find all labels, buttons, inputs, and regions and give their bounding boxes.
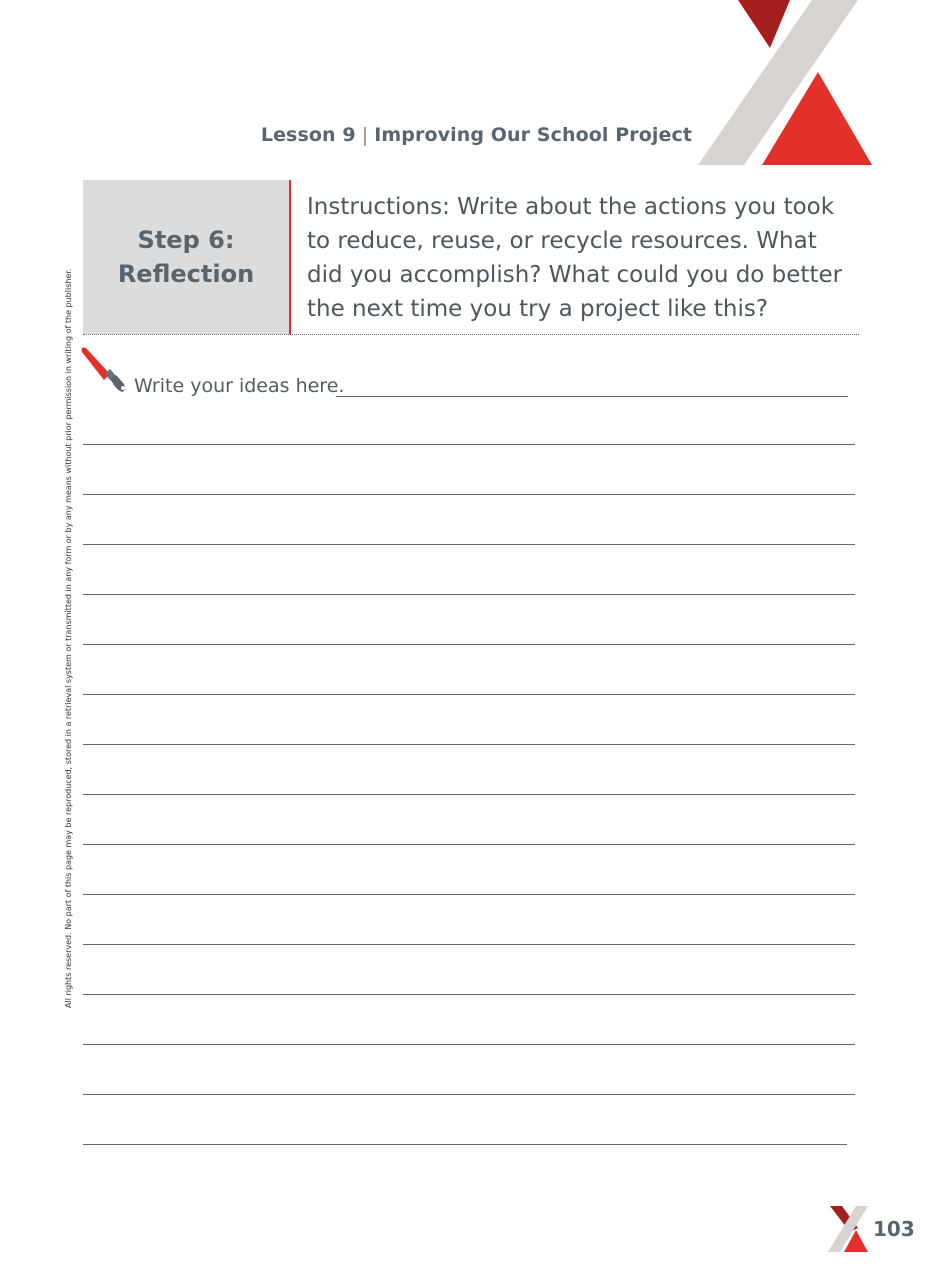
- answer-line[interactable]: [83, 894, 855, 895]
- step-number: Step 6:: [137, 226, 235, 254]
- instructions-line: Instructions: Write about the actions you took: [307, 194, 835, 220]
- step-title: [118, 223, 254, 291]
- corner-decoration: [0, 0, 945, 180]
- answer-line[interactable]: [83, 644, 855, 645]
- copyright-notice: All rights reserved. No part of this page may be reproduced, stored in a retrieval system or transmitted in any form or by any means without prior permission in writing of the publisher.: [64, 268, 73, 1008]
- step-name: Reflection: [117, 260, 255, 288]
- answer-line[interactable]: [83, 794, 855, 795]
- answer-line[interactable]: [83, 1144, 847, 1145]
- answer-line[interactable]: [83, 544, 855, 545]
- page-number: 103: [873, 1217, 915, 1241]
- writing-prompt: Write your ideas here.: [134, 375, 345, 397]
- answer-line[interactable]: [83, 694, 855, 695]
- answer-line[interactable]: [83, 944, 855, 945]
- divider: [83, 334, 859, 335]
- answer-line[interactable]: [336, 396, 848, 397]
- instructions-line: did you accomplish? What could you do better: [307, 262, 843, 288]
- instructions-line: to reduce, reuse, or recycle resources. What: [307, 228, 817, 254]
- header-separator: |: [361, 124, 369, 146]
- answer-line[interactable]: [83, 744, 855, 745]
- instructions-text: [307, 190, 852, 326]
- answer-line[interactable]: [83, 844, 855, 845]
- instructions-line: the next time you try a project like this?: [307, 296, 769, 322]
- lesson-title: Improving Our School Project: [374, 124, 692, 146]
- answer-line[interactable]: [83, 444, 855, 445]
- step-box: [83, 180, 291, 334]
- answer-line[interactable]: [83, 994, 855, 995]
- answer-line[interactable]: [83, 1094, 855, 1095]
- paintbrush-icon: [80, 346, 132, 396]
- answer-line[interactable]: [83, 1044, 855, 1045]
- answer-line[interactable]: [83, 594, 855, 595]
- x-logo-icon: [828, 1206, 872, 1252]
- lesson-number: Lesson 9: [260, 124, 356, 146]
- answer-line[interactable]: [83, 494, 855, 495]
- lesson-header: [261, 124, 692, 146]
